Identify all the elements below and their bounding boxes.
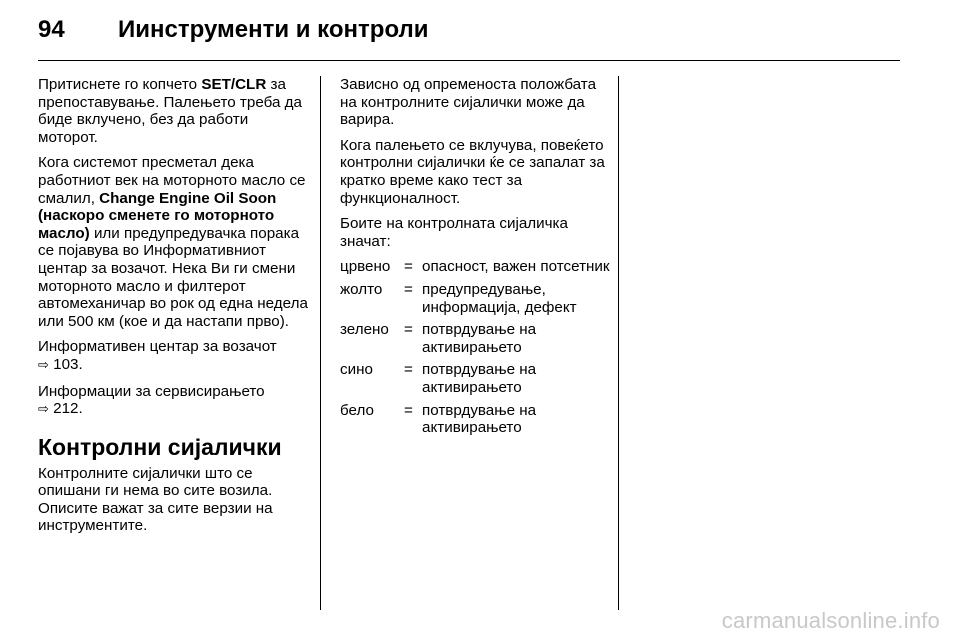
color-name: црвено <box>340 258 391 276</box>
text: за препоставување. Палењето треба да биде вклучено, без да работи моторот. <box>38 76 302 146</box>
paragraph-position: Зависно од опременоста положбата на контролните сијалички може да варира. <box>340 76 597 129</box>
middle-column <box>340 76 610 442</box>
list-item <box>340 361 610 396</box>
equals-sign: = <box>404 361 413 379</box>
cross-reference-driver-info[interactable] <box>38 338 308 374</box>
list-item <box>340 258 610 276</box>
color-meaning: потврдување на активирањето <box>422 401 537 437</box>
set-clr-label: SET/CLR <box>201 76 267 93</box>
color-meaning-list <box>340 258 610 436</box>
color-name: зелено <box>340 321 389 339</box>
equals-sign: = <box>404 280 413 298</box>
paragraph-test: Кога палењето се вклучува, повеќето контролни сијалички ќе се запалат за кратко време како тест за функционалност. <box>340 136 605 207</box>
list-item <box>340 402 610 437</box>
left-column <box>38 76 308 543</box>
paragraph-colors-intro: Боите на контролната сијаличка значат: <box>340 215 568 250</box>
paragraph-oil-life <box>38 154 308 330</box>
column-divider <box>618 76 619 610</box>
arrow-icon[interactable]: ⇨ <box>38 357 49 373</box>
page-title: Иинструменти и контроли <box>118 16 429 43</box>
color-name: бело <box>340 401 374 419</box>
equals-sign: = <box>404 401 413 419</box>
paragraph-warning-lights-intro: Контролните сијалички што се опишани ги нема во сите возила. Описите важат за сите верзии на инструментите. <box>38 464 273 535</box>
paragraph-set-clr <box>38 76 308 146</box>
cross-reference-service[interactable] <box>38 383 308 419</box>
section-heading: Контролни сијалички <box>38 433 282 460</box>
list-item <box>340 281 610 316</box>
page-number: 94 <box>38 16 65 43</box>
color-meaning: предупредување, информација, дефект <box>422 280 577 316</box>
header-rule <box>38 60 900 61</box>
color-name: сино <box>340 361 373 379</box>
arrow-icon[interactable]: ⇨ <box>38 402 49 418</box>
text: Кога системот пресметал дека работниот век на моторното масло се смалил, <box>38 154 306 207</box>
text: Притиснете го копчето <box>38 76 202 93</box>
equals-sign: = <box>404 258 413 276</box>
watermark: carmanualsonline.info <box>721 608 940 633</box>
text: или предупредувачка порака се појавува во Информативниот центар за возачот. Нека Ви ги смени моторното масло и филтерот автомеханичар во рок од една недела или 500 км (кое и да настапи прво). <box>38 224 308 330</box>
column-divider <box>320 76 321 610</box>
color-meaning: потврдување на активирањето <box>422 321 537 356</box>
color-meaning: потврдување на активирањето <box>422 361 537 396</box>
color-meaning: опасност, важен потсетник <box>422 258 610 276</box>
color-name: жолто <box>340 280 383 298</box>
ref-page[interactable]: 212. <box>48 400 83 418</box>
change-oil-message: Change Engine Oil Soon (наскоро сменете го моторното масло) <box>38 189 277 242</box>
ref-text[interactable]: Информативен центар за возачот <box>38 338 277 356</box>
equals-sign: = <box>404 321 413 339</box>
ref-page[interactable]: 103. <box>48 355 83 373</box>
ref-text[interactable]: Информации за сервисирањето <box>38 382 265 400</box>
page-header <box>38 14 429 46</box>
list-item <box>340 321 610 356</box>
